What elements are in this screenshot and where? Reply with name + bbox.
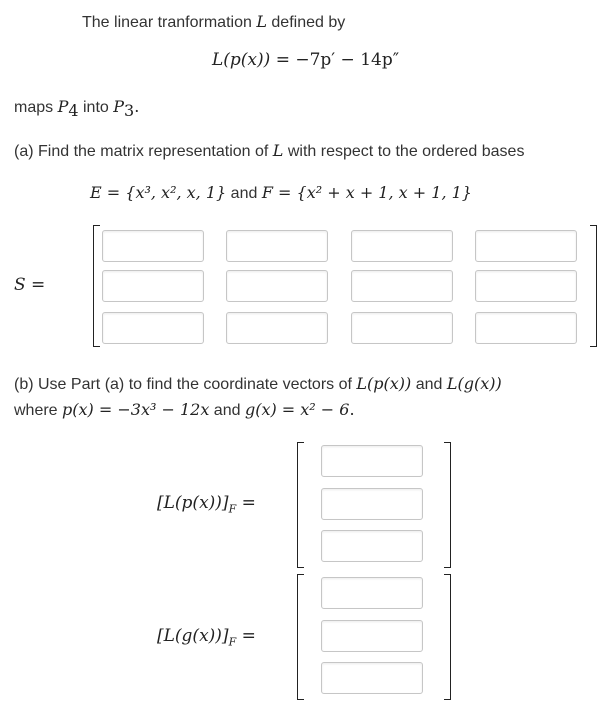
matrix-cell-r2c2[interactable] <box>226 270 328 302</box>
vec-g-entry-3[interactable] <box>321 662 423 694</box>
vec-g-label: $[L(g(x))]_F$ = <box>157 626 256 649</box>
operator-l: L <box>256 12 267 31</box>
matrix-cell-r1c2[interactable] <box>226 230 328 262</box>
matrix-cell-r3c3[interactable] <box>351 312 453 344</box>
basis-e: E = {x³, x², x, 1} <box>90 183 227 202</box>
matrix-cell-r3c1[interactable] <box>102 312 204 344</box>
vec-p-right-bracket <box>444 442 451 568</box>
matrix-right-bracket <box>590 225 597 347</box>
matrix-cell-r1c4[interactable] <box>475 230 577 262</box>
p-definition: p(x) = −3x³ − 12x <box>62 400 210 419</box>
matrix-cell-r1c3[interactable] <box>351 230 453 262</box>
basis-f: F = {x² + x + 1, x + 1, 1} <box>261 183 472 202</box>
part-a-prompt: (a) Find the matrix representation of L with respect to the ordered bases <box>14 141 525 160</box>
vec-g-entry-2[interactable] <box>321 620 423 652</box>
matrix-cell-r2c3[interactable] <box>351 270 453 302</box>
vec-p-left-bracket <box>297 442 304 568</box>
part-b-line1: (b) Use Part (a) to find the coordinate vectors of L(p(x)) and L(g(x)) <box>14 374 502 393</box>
transformation-formula: L(p(x)) = −7p′ − 14p″ <box>212 50 400 70</box>
matrix-cell-r3c4[interactable] <box>475 312 577 344</box>
vec-p-entry-3[interactable] <box>321 530 423 562</box>
intro-text: The linear tranformation L defined by <box>82 12 346 31</box>
vec-p-entry-1[interactable] <box>321 445 423 477</box>
matrix-label: S = <box>14 275 46 295</box>
vec-p-entry-2[interactable] <box>321 488 423 520</box>
vec-g-right-bracket <box>444 574 451 700</box>
vec-p-label: $[L(p(x))]_F$ = <box>157 493 256 516</box>
matrix-left-bracket <box>93 225 100 347</box>
matrix-cell-r3c2[interactable] <box>226 312 328 344</box>
g-definition: g(x) = x² − 6 <box>244 400 350 419</box>
matrix-cell-r1c1[interactable] <box>102 230 204 262</box>
maps-text: maps $P_4$ into $P_3$. <box>14 97 140 121</box>
vec-g-left-bracket <box>297 574 304 700</box>
vec-g-entry-1[interactable] <box>321 577 423 609</box>
matrix-cell-r2c1[interactable] <box>102 270 204 302</box>
matrix-cell-r2c4[interactable] <box>475 270 577 302</box>
bases-definition: E = {x³, x², x, 1} and F = {x² + x + 1, x + 1, 1} <box>90 183 472 202</box>
part-b-line2: where p(x) = −3x³ − 12x and g(x) = x² − 6. <box>14 400 355 419</box>
